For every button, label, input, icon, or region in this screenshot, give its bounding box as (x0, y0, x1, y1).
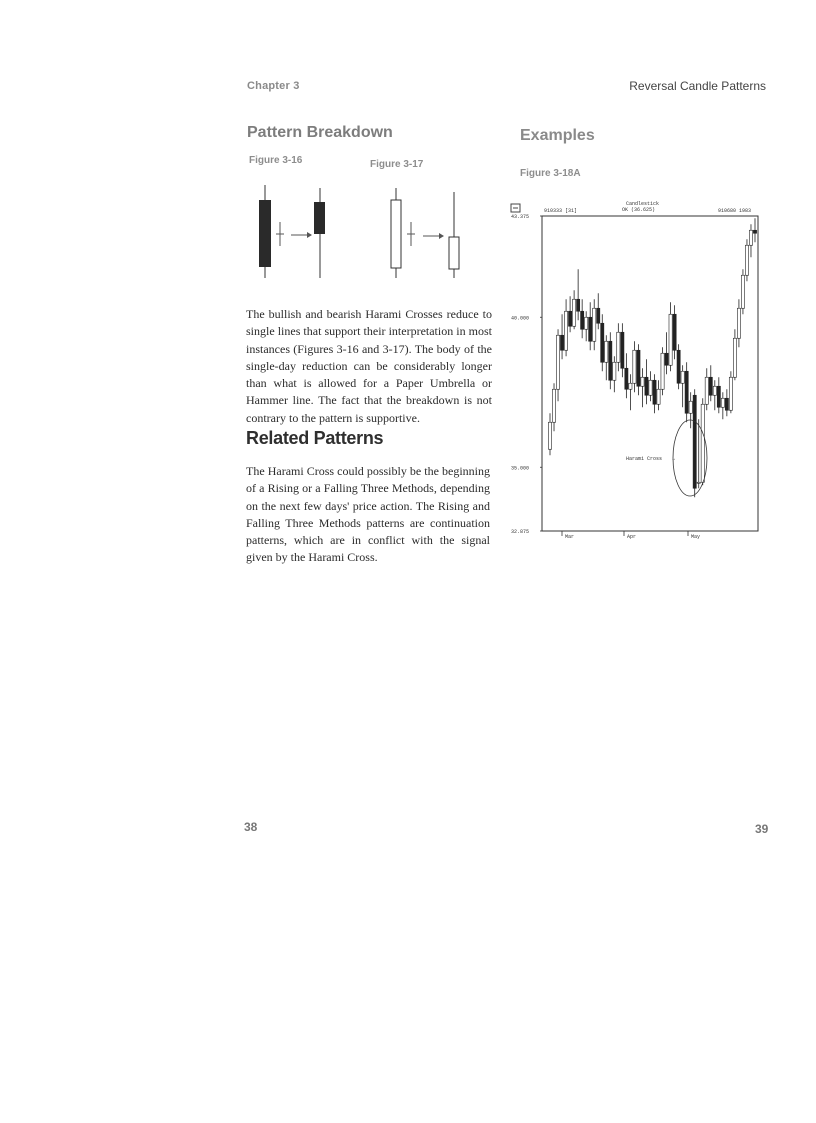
candle-body (568, 311, 571, 326)
figure-3-18a-label: Figure 3-18A (520, 168, 581, 179)
candle (717, 377, 720, 413)
fig16-result-candle (314, 188, 325, 278)
candle-body (633, 350, 636, 383)
figure-3-16-diagram (250, 180, 340, 280)
candle-body (677, 350, 680, 383)
chart-header-center-1: Candlestick (626, 201, 660, 207)
y-tick-label: 40.000 (511, 315, 530, 322)
pattern-breakdown-heading: Pattern Breakdown (247, 124, 393, 141)
candle (617, 323, 620, 371)
breakdown-paragraph: The bullish and bearish Harami Crosses reduce to single lines that support their interpretation in most instances (Figures 3-16 and 3-17). The body of the single-day reduction can be considerably longer than what is allowed for a Paper Umbrella or Hammer line. The fact that the breakdown is not contrary to the pattern is supportive. (246, 307, 492, 425)
candle-body (725, 398, 728, 410)
candle (653, 374, 656, 413)
candle (701, 398, 704, 485)
candle (693, 389, 696, 497)
candle-body (613, 362, 616, 380)
candle (593, 299, 596, 350)
examples-heading: Examples (520, 127, 595, 144)
candle-body (621, 332, 624, 368)
candle-body (597, 308, 600, 323)
candle-body (661, 353, 664, 389)
candle-body (685, 371, 688, 413)
candle-body (573, 299, 576, 326)
candle (749, 224, 752, 257)
candle (665, 332, 668, 374)
candle-body (577, 299, 580, 311)
candle-body (753, 230, 756, 233)
candle (729, 371, 732, 413)
candle-body (637, 350, 640, 386)
candle (641, 368, 644, 407)
candle-body (689, 401, 692, 413)
candle (625, 353, 628, 398)
y-tick-label: 43.375 (511, 214, 530, 220)
candle-body (589, 317, 592, 341)
candle-body (609, 341, 612, 380)
candle (556, 329, 559, 401)
candle-body (564, 311, 567, 350)
candle (621, 323, 624, 377)
candle (681, 365, 684, 407)
candle-body (717, 386, 720, 407)
candle (609, 332, 612, 389)
chapter-label: Chapter 3 (247, 80, 300, 92)
figure-3-18a-chart (508, 198, 770, 546)
candle-body (653, 380, 656, 404)
candle-body (605, 341, 608, 362)
candle (721, 392, 724, 419)
x-tick-label: Apr (627, 534, 637, 540)
candle (613, 356, 616, 392)
candle-body (693, 395, 696, 488)
candle (745, 239, 748, 281)
candle-body (701, 404, 704, 482)
candle (605, 335, 608, 380)
candle (733, 329, 736, 380)
candle (589, 302, 592, 350)
candle (645, 359, 648, 404)
candle-body (681, 371, 684, 383)
candle-body (629, 383, 632, 389)
fig16-black-candle (259, 185, 271, 278)
candle (709, 365, 712, 401)
fig17-cross (407, 222, 415, 246)
candle (629, 374, 632, 410)
candle-body (593, 308, 596, 341)
candle (737, 299, 740, 347)
candle-body (657, 389, 660, 404)
candle-body (721, 398, 724, 407)
harami-cross-label: Harami Cross (626, 456, 663, 462)
candle-body (737, 308, 740, 338)
candle-body (673, 314, 676, 350)
chart-header-left: 910333 [31] (544, 208, 578, 214)
candle (601, 314, 604, 371)
candle-body (729, 377, 732, 410)
candle (685, 362, 688, 422)
chart-frame (542, 216, 758, 531)
candle-body (697, 482, 700, 483)
candle-body (713, 386, 716, 395)
chart-logo-icon (511, 204, 520, 212)
candle-body (585, 317, 588, 329)
candle-body (601, 323, 604, 362)
page-number-left: 38 (244, 820, 258, 834)
candle (564, 299, 567, 356)
candle (669, 302, 672, 371)
fig17-arrow-icon (423, 233, 444, 239)
chart-header-right: 910680 1983 (718, 208, 752, 214)
candle (725, 389, 728, 416)
candle (568, 296, 571, 332)
figure-3-16-label: Figure 3-16 (249, 155, 303, 166)
candle (560, 314, 563, 359)
candle (741, 269, 744, 314)
candle-body (548, 422, 551, 449)
candle-body (705, 377, 708, 404)
candle (633, 341, 636, 392)
candle-body (581, 311, 584, 329)
x-tick-label: Mar (565, 534, 575, 540)
x-tick-label: May (691, 534, 701, 540)
candle (649, 371, 652, 401)
candle-body (745, 245, 748, 275)
running-title: Reversal Candle Patterns (629, 79, 766, 93)
candle (673, 305, 676, 359)
candle-body (641, 377, 644, 386)
candle (753, 218, 756, 242)
candle (689, 392, 692, 428)
candle (677, 344, 680, 389)
candle (581, 299, 584, 338)
page-number-right: 39 (755, 822, 769, 836)
candle (697, 419, 700, 488)
candle (705, 368, 708, 410)
candle-body (741, 275, 744, 308)
candle (657, 380, 660, 410)
candle-body (709, 377, 712, 395)
candle-body (733, 338, 736, 377)
candle-body (556, 335, 559, 389)
candle (577, 269, 580, 320)
fig17-white-candle (391, 188, 401, 278)
figure-3-17-diagram (382, 182, 472, 282)
candle-body (645, 377, 648, 395)
fig16-cross (276, 222, 284, 246)
candle (713, 380, 716, 410)
figure-3-17-label: Figure 3-17 (370, 159, 424, 170)
candle-body (649, 380, 652, 395)
candle (548, 413, 551, 455)
candle (573, 290, 576, 329)
fig16-arrow-icon (291, 232, 312, 238)
candle-body (669, 314, 672, 365)
candle (661, 347, 664, 395)
candle-body (560, 335, 563, 350)
candle-body (625, 368, 628, 389)
annotation-arrow: → (672, 456, 676, 462)
candle-body (617, 332, 620, 362)
fig17-result-candle (449, 192, 459, 278)
candle (585, 311, 588, 341)
related-patterns-heading: Related Patterns (246, 428, 384, 448)
candle (637, 344, 640, 395)
y-tick-label: 32.875 (511, 529, 530, 535)
candle (552, 383, 555, 431)
y-tick-label: 35.000 (511, 465, 530, 472)
candle-body (665, 353, 668, 365)
candle-body (552, 389, 555, 422)
candle-body (749, 230, 752, 245)
chart-header-center-2: OK (36.625) (622, 207, 656, 213)
candle (597, 293, 600, 329)
related-patterns-paragraph: The Harami Cross could possibly be the beginning of a Rising or a Falling Three Methods, depending on the next few days' price action. The Rising and Falling Three Methods patterns are continuation patterns, which are in conflict with the signal given by the Harami Cross. (246, 464, 490, 565)
